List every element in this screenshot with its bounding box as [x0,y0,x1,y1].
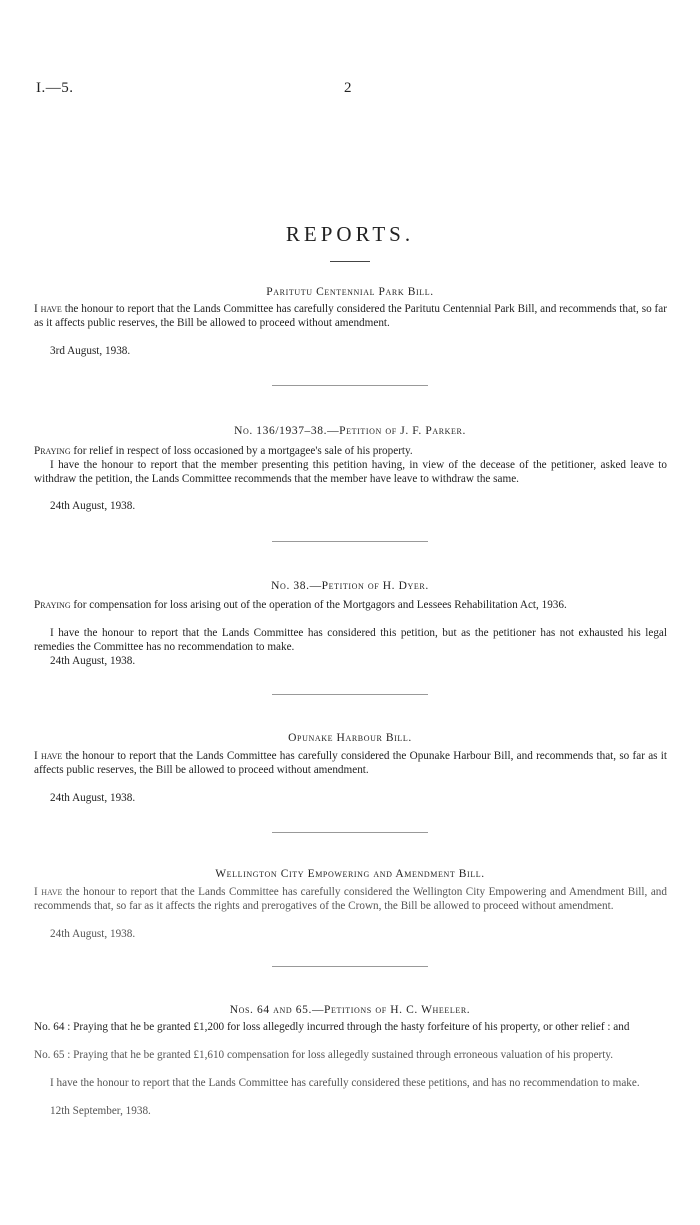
report-paragraph: I have the honour to report that the Lands Committee has carefully considered these petitions, and has no recommendation to make. [50,1077,640,1089]
section-separator [272,385,428,386]
report-paragraph: I have the honour to report that the Lands Committee has considered this petition, but as the petitioner has not exhausted his legal remedies the Committee has no recommendation to make. [34,627,667,653]
petition-item: No. 65 : Praying that he be granted £1,610 compensation for loss allegedly sustained through erroneous valuation of his property. [34,1049,614,1061]
lead-word: I have [34,886,63,898]
report-date: 24th August, 1938. [50,792,136,804]
report-date: 24th August, 1938. [50,928,136,940]
section-heading: No. 136/1937–38.—Petition of J. F. Parker. [234,425,466,437]
report-paragraph [34,303,667,330]
section-heading: No. 38.—Petition of H. Dyer. [271,580,429,592]
report-paragraph [34,886,667,913]
page-number: 2 [344,80,352,96]
report-text: the honour to report that the Lands Committee has carefully considered the Wellington City Empowering and Amendment Bill, and recommends that, so far as it affects the rights and prerogatives of the Crown, the Bill be allowed to proceed without amendment. [34,886,667,912]
prayer-text: for relief in respect of loss occasioned by a mortgagee's sale of his property. [70,445,413,457]
section-heading: Nos. 64 and 65.—Petitions of H. C. Wheeler. [229,1004,471,1016]
prayer-text: for compensation for loss arising out of the operation of the Mortgagors and Lessees Rehabilitation Act, 1936. [70,599,567,611]
section-separator [272,832,428,833]
petition-prayer [34,445,667,459]
section-heading: Paritutu Centennial Park Bill. [266,286,434,298]
lead-word: Praying [34,445,71,457]
report-paragraph [34,750,667,777]
page-title: REPORTS. [285,222,415,246]
lead-word: I have [34,303,62,315]
report-text: the honour to report that the Lands Committee has carefully considered the Opunake Harbour Bill, and recommends that, so far as it affects public reserves, the Bill be allowed to proceed without amendment. [34,750,667,776]
title-rule [330,261,370,262]
report-date: 24th August, 1938. [50,500,136,512]
report-date: 12th September, 1938. [50,1105,151,1117]
lead-word: Praying [34,599,71,611]
petition-item: No. 64 : Praying that he be granted £1,200 for loss allegedly incurred through the hasty forfeiture of his property, or other relief : and [34,1021,630,1033]
section-separator [272,694,428,695]
section-heading: Opunake Harbour Bill. [288,732,412,744]
page-reference: I.—5. [36,80,74,96]
report-date: 24th August, 1938. [50,655,136,667]
report-paragraph: I have the honour to report that the member presenting this petition having, in view of the decease of the petitioner, asked leave to withdraw the petition, the Lands Committee recommends that the member have leave to withdraw the same. [34,459,667,485]
section-heading: Wellington City Empowering and Amendment Bill. [215,868,485,880]
report-date: 3rd August, 1938. [50,345,131,357]
section-separator [272,966,428,967]
report-text: the honour to report that the Lands Committee has carefully considered the Paritutu Centennial Park Bill, and recommends that, so far as it affects public reserves, the Bill be allowed to proceed without amendment. [34,303,667,329]
lead-word: I have [34,750,63,762]
section-separator [272,541,428,542]
petition-prayer [34,599,667,613]
